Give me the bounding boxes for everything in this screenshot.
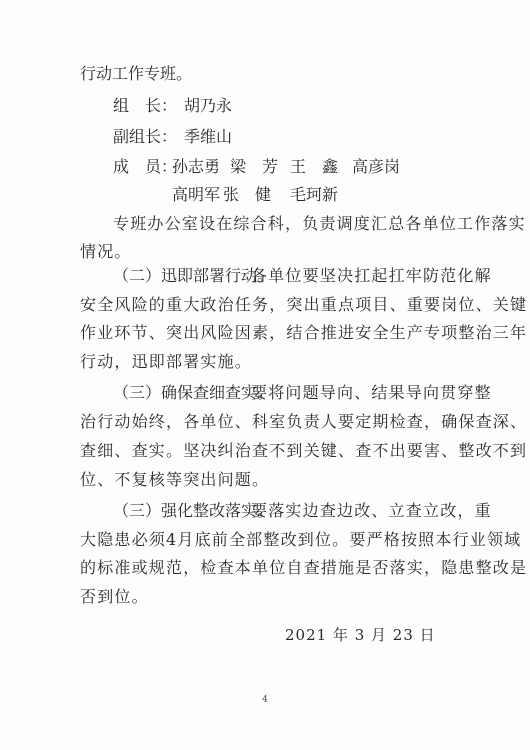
section-heading: （二）迅即部署行动。 (113, 266, 274, 285)
member-name: 孙志勇 (172, 157, 221, 176)
office-line: 专班办公室设在综合科，负责调度汇总各单位工作落实 (113, 214, 526, 233)
paragraph-line: 否到位。 (80, 587, 149, 606)
paragraph-line: 安全风险的重大政治任务，突出重点项目、重要岗位、关键 (80, 295, 528, 314)
members-label: 成 员： (113, 157, 178, 176)
member-name: 毛珂新 (290, 185, 339, 204)
paragraph-line: 治行动始终，各单位、科室负责人要定期检查，确保查深、 (80, 412, 528, 431)
paragraph-line: 大隐患必须4月底前全部整改到位。要严格按照本行业领域 (80, 530, 522, 549)
paragraph-line: 要落实边查边改、立查立改，重 (251, 501, 492, 520)
paragraph-line: 各单位要坚决扛起扛牢防范化解 (251, 266, 492, 285)
document-date: 2021 年 3 月 23 日 (285, 626, 436, 644)
member-name: 高彦岗 (352, 157, 401, 176)
member-name: 梁 芳 (230, 157, 279, 176)
page-number: 4 (262, 695, 268, 705)
paragraph-line: 位、不复核等突出问题。 (80, 470, 270, 489)
paragraph-line: 要将问题导向、结果导向贯穿整 (251, 383, 492, 402)
paragraph-line: 查细、查实。坚决纠治查不到关键、查不出要害、整改不到 (80, 441, 528, 460)
paragraph-line: 作业环节、突出风险因素，结合推进安全生产专项整治三年 (80, 323, 528, 342)
paragraph-line: 行动，迅即部署实施。 (80, 352, 253, 371)
member-name: 张 健 (223, 185, 272, 204)
office-line: 情况。 (80, 242, 132, 261)
deputy-name: 季维山 (184, 127, 233, 146)
leader-name: 胡乃永 (184, 96, 233, 115)
paragraph-line: 的标准或规范，检查本单位自查措施是否落实，隐患整改是 (80, 558, 528, 577)
member-name: 王 鑫 (290, 157, 339, 176)
leader-label: 组 长： (113, 96, 178, 115)
member-name: 高明军 (172, 185, 221, 204)
section-heading: （三）确保查细查实。 (113, 383, 274, 402)
deputy-label: 副组长： (113, 127, 178, 146)
intro-line: 行动工作专班。 (80, 64, 193, 83)
section-heading: （三）强化整改落实。 (113, 501, 274, 520)
